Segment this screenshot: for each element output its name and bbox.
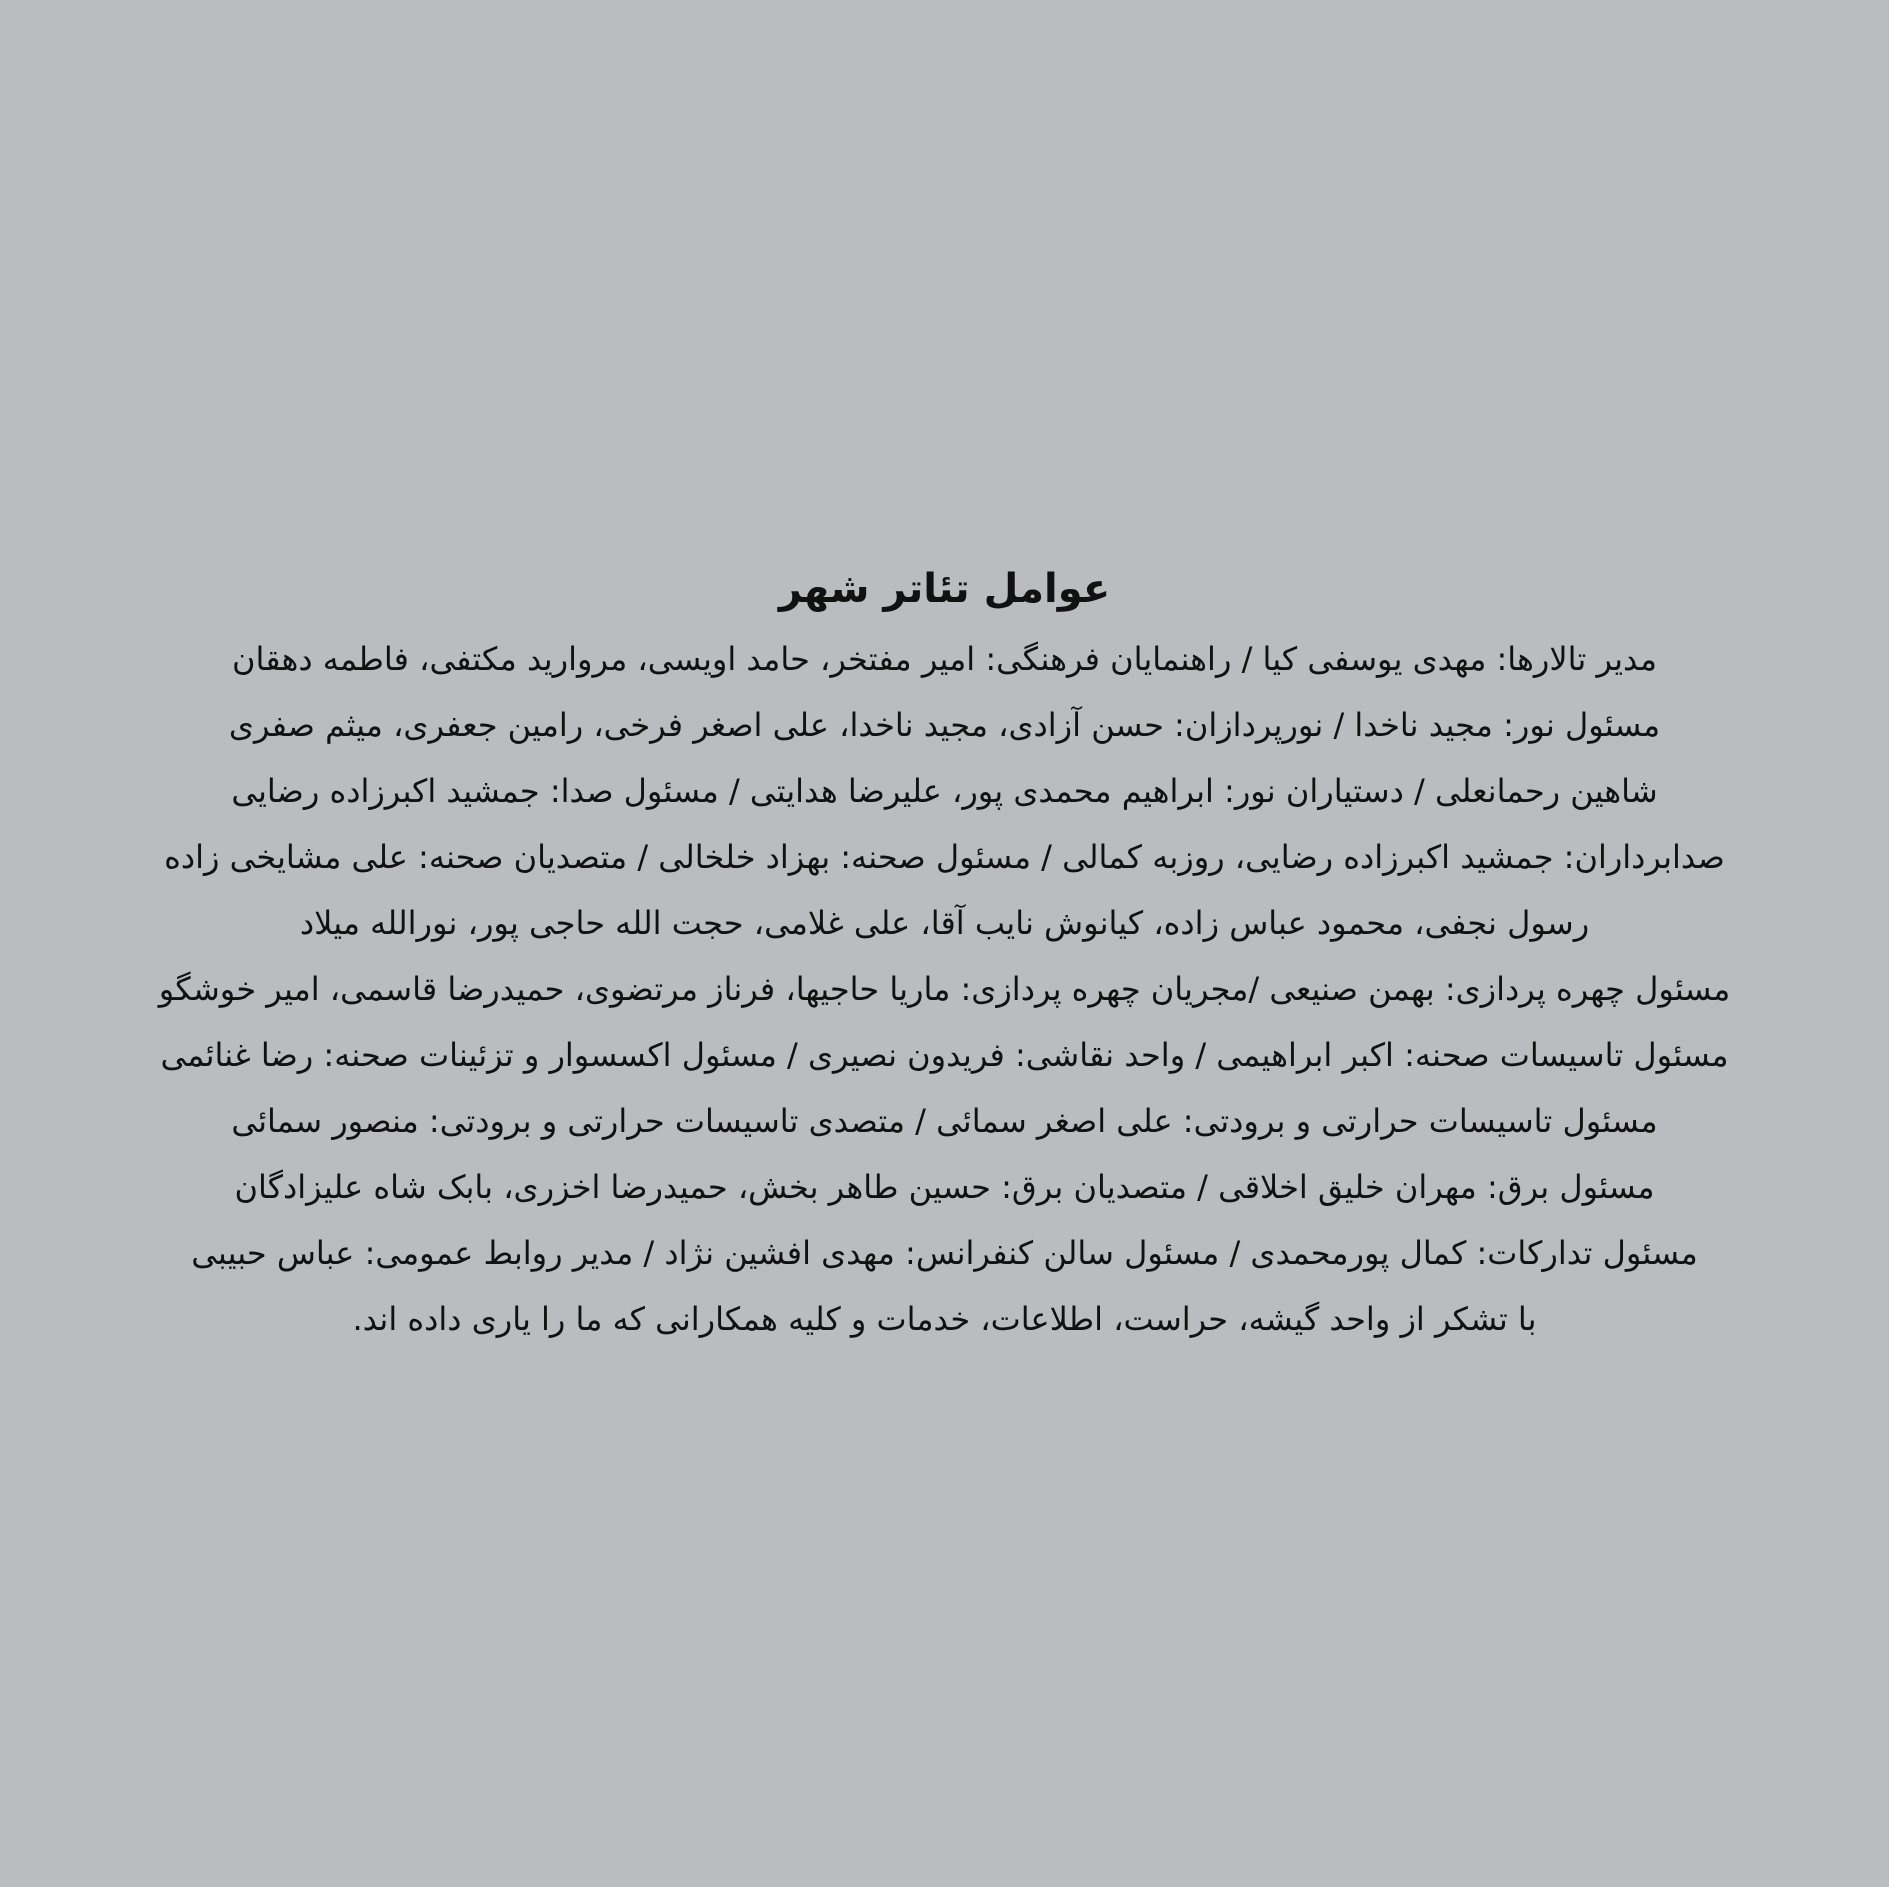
credit-line-sound-stage: صدابرداران: جمشید اکبرزاده رضایی، روزبه کمالی / مسئول صحنه: بهزاد خلخالی / متصدیان صحنه: علی مشایخی زاده xyxy=(164,838,1725,876)
credits-block xyxy=(140,560,1749,1352)
credit-line-hall-directors: مدیر تالارها: مهدی یوسفی کیا / راهنمایان فرهنگی: امیر مفتخر، حامد اویسی، مروارید مکتفی، فاطمه دهقان xyxy=(232,640,1657,678)
credit-line-stage-facilities: مسئول تاسیسات صحنه: اکبر ابراهیمی / واحد نقاشی: فریدون نصیری / مسئول اکسسوار و تزئینات صحنه: رضا غنائمی xyxy=(160,1036,1729,1074)
credit-line-logistics-pr: مسئول تدارکات: کمال پورمحمدی / مسئول سالن کنفرانس: مهدی افشین نژاد / مدیر روابط عمومی: عباس حبیبی xyxy=(191,1234,1698,1272)
credit-line-hvac: مسئول تاسیسات حرارتی و برودتی: علی اصغر سمائی / متصدی تاسیسات حرارتی و برودتی: منصور سمائی xyxy=(231,1102,1658,1140)
credit-line-lighting-assistants-sound: شاهین رحمانعلی / دستیاران نور: ابراهیم محمدی پور، علیرضا هدایتی / مسئول صدا: جمشید اکبرزاده رضایی xyxy=(231,772,1658,810)
credit-line-stage-crew: رسول نجفی، محمود عباس زاده، کیانوش نایب آقا، علی غلامی، حجت الله حاجی پور، نورالله میلاد xyxy=(299,904,1590,942)
credit-line-electrical: مسئول برق: مهران خلیق اخلاقی / متصدیان برق: حسین طاهر بخش، حمیدرضا اخزری، بابک شاه علیزادگان xyxy=(234,1168,1655,1206)
credits-list xyxy=(140,626,1749,1352)
credits-title: عوامل تئاتر شهر xyxy=(778,566,1111,612)
credit-line-lighting: مسئول نور: مجید ناخدا / نورپردازان: حسن آزادی، مجید ناخدا، علی اصغر فرخی، رامین جعفری، میثم صفری xyxy=(228,706,1661,744)
credit-line-makeup: مسئول چهره پردازی: بهمن صنیعی /مجریان چهره پردازی: ماریا حاجیها، فرناز مرتضوی، حمیدرضا قاسمی، امیر خوشگو xyxy=(158,970,1731,1008)
credit-line-thanks: با تشکر از واحد گیشه، حراست، اطلاعات، خدمات و کلیه همکارانی که ما را یاری داده اند. xyxy=(352,1300,1537,1338)
